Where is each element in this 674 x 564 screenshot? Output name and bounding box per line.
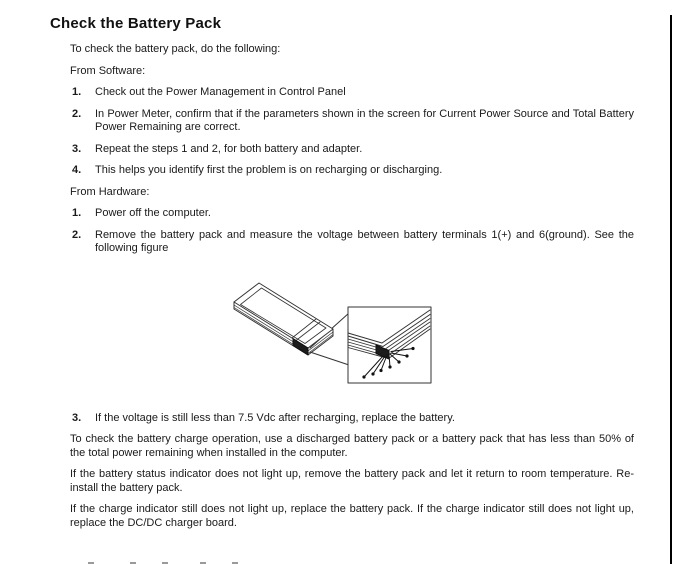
battery-pack-isometric [234, 283, 333, 355]
step-number: 3. [72, 411, 82, 424]
hardware-step-1 [70, 207, 634, 221]
body-paragraph-status-indicator: If the battery status indicator does not light up, remove the battery pack and let it return to room temperature. Re-install the battery pack. [70, 468, 634, 494]
step-text: Remove the battery pack and measure the voltage between battery terminals 1(+) and 6(ground). See the following figure [95, 228, 634, 254]
body-paragraph-charge-operation: To check the battery charge operation, use a discharged battery pack or a battery pack that has less than 50% of the total power remaining when installed in the computer. [70, 433, 634, 459]
step-number: 2. [72, 107, 82, 120]
step-number: 1. [72, 207, 82, 219]
hardware-section-label: From Hardware: [70, 185, 150, 198]
callout-line-bottom [310, 352, 349, 365]
battery-pack-diagram [192, 269, 492, 409]
step-number: 2. [72, 228, 82, 241]
step-number: 3. [72, 142, 82, 155]
manual-page [0, 15, 674, 564]
step-number: 1. [72, 86, 82, 98]
software-step-3 [70, 143, 634, 157]
step-number: 4. [72, 164, 82, 176]
step-text: Power off the computer. [95, 207, 211, 219]
battery-terminal-figure [192, 269, 492, 409]
step-text: This helps you identify first the problem is on recharging or discharging. [95, 164, 443, 176]
software-step-4 [70, 164, 634, 178]
next-section-heading-clipped [50, 560, 300, 564]
body-paragraph-charge-indicator: If the charge indicator still does not light up, replace the battery pack. If the charge indicator still does not light up, replace the DC/DC charger board. [70, 503, 634, 529]
step-text: In Power Meter, confirm that if the parameters shown in the screen for Current Power Source and Total Battery Power Remaining are correct. [95, 107, 634, 133]
page-content [70, 43, 634, 530]
page-right-edge-line [670, 15, 672, 564]
software-step-2 [70, 108, 634, 135]
intro-text: To check the battery pack, do the following: [70, 43, 281, 55]
hardware-step-2 [70, 229, 634, 256]
software-step-1 [70, 86, 634, 100]
step-text: Repeat the steps 1 and 2, for both battery and adapter. [95, 142, 363, 155]
step-text: Check out the Power Management in Control Panel [95, 86, 346, 98]
hardware-step-3 [70, 412, 634, 426]
software-section-label: From Software: [70, 64, 146, 77]
step-text: If the voltage is still less than 7.5 Vdc after recharging, replace the battery. [95, 411, 455, 424]
page-title: Check the Battery Pack [50, 15, 222, 32]
